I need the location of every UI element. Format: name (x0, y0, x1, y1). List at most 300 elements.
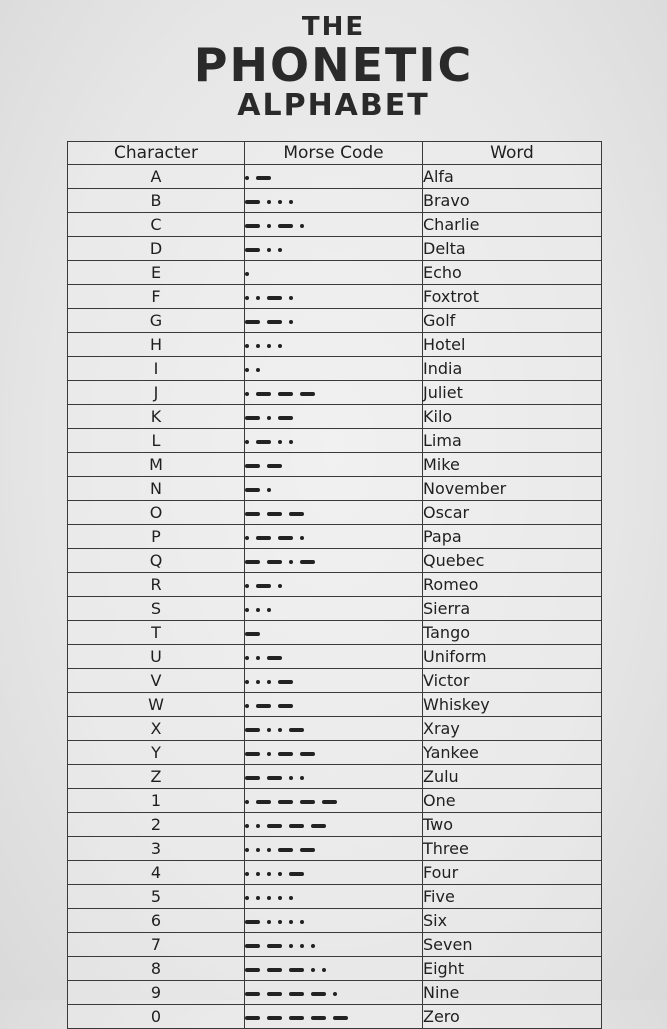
morse-dot-icon (267, 680, 271, 684)
table-row (68, 813, 602, 837)
morse-dot-icon (245, 656, 249, 660)
morse-dash-icon (300, 560, 315, 564)
morse-dash-icon (256, 704, 271, 708)
morse-dash-icon (256, 440, 271, 444)
morse-dot-icon (300, 920, 304, 924)
character-cell: 2 (68, 813, 245, 837)
morse-dash-icon (245, 1016, 260, 1020)
table-row (68, 453, 602, 477)
morse-code-cell (245, 165, 423, 189)
morse-symbols (245, 624, 267, 644)
morse-dash-icon (278, 224, 293, 228)
morse-dash-icon (245, 632, 260, 636)
morse-dash-icon (267, 992, 282, 996)
morse-dot-icon (256, 872, 260, 876)
morse-symbols (245, 336, 289, 356)
morse-dot-icon (267, 728, 271, 732)
morse-code-cell (245, 525, 423, 549)
morse-dot-icon (300, 944, 304, 948)
morse-code-cell (245, 957, 423, 981)
table-row (68, 885, 602, 909)
word-cell: Three (423, 837, 602, 861)
morse-symbols (245, 792, 344, 812)
morse-symbols (245, 408, 300, 428)
character-cell: 5 (68, 885, 245, 909)
morse-code-cell (245, 573, 423, 597)
character-cell: G (68, 309, 245, 333)
morse-dot-icon (245, 824, 249, 828)
morse-symbols (245, 888, 300, 908)
morse-symbols (245, 1008, 355, 1028)
morse-symbols (245, 840, 322, 860)
morse-dot-icon (278, 728, 282, 732)
morse-symbols (245, 168, 278, 188)
morse-dot-icon (289, 896, 293, 900)
morse-dot-icon (267, 896, 271, 900)
morse-dash-icon (278, 752, 293, 756)
morse-dot-icon (278, 920, 282, 924)
morse-dash-icon (289, 512, 304, 516)
word-cell: Bravo (423, 189, 602, 213)
morse-dot-icon (256, 296, 260, 300)
morse-dash-icon (256, 536, 271, 540)
table-row (68, 405, 602, 429)
word-cell: Hotel (423, 333, 602, 357)
word-cell: Lima (423, 429, 602, 453)
morse-dash-icon (245, 560, 260, 564)
morse-dash-icon (245, 200, 260, 204)
word-cell: Zulu (423, 765, 602, 789)
table-row (68, 1005, 602, 1029)
morse-dot-icon (256, 344, 260, 348)
word-cell: Nine (423, 981, 602, 1005)
morse-symbols (245, 600, 278, 620)
morse-dot-icon (300, 224, 304, 228)
morse-dot-icon (245, 440, 249, 444)
morse-code-cell (245, 213, 423, 237)
morse-dash-icon (245, 464, 260, 468)
character-cell: M (68, 453, 245, 477)
morse-dot-icon (245, 848, 249, 852)
character-cell: N (68, 477, 245, 501)
morse-code-cell (245, 429, 423, 453)
character-cell: Z (68, 765, 245, 789)
word-cell: Victor (423, 669, 602, 693)
morse-dash-icon (289, 824, 304, 828)
table-row (68, 957, 602, 981)
table-row (68, 501, 602, 525)
phonetic-alphabet-table (67, 141, 602, 1029)
morse-dot-icon (256, 368, 260, 372)
character-cell: Y (68, 741, 245, 765)
morse-code-cell (245, 693, 423, 717)
word-cell: Kilo (423, 405, 602, 429)
morse-symbols (245, 816, 333, 836)
morse-dot-icon (267, 848, 271, 852)
morse-symbols (245, 312, 300, 332)
table-row (68, 381, 602, 405)
character-cell: 1 (68, 789, 245, 813)
character-cell: W (68, 693, 245, 717)
morse-dash-icon (267, 968, 282, 972)
morse-dash-icon (245, 320, 260, 324)
morse-dot-icon (267, 608, 271, 612)
morse-code-cell (245, 909, 423, 933)
morse-dot-icon (289, 320, 293, 324)
morse-code-cell (245, 789, 423, 813)
morse-dot-icon (267, 752, 271, 756)
morse-symbols (245, 576, 289, 596)
morse-dot-icon (289, 776, 293, 780)
morse-dash-icon (245, 992, 260, 996)
morse-dot-icon (267, 200, 271, 204)
table-row (68, 669, 602, 693)
morse-dot-icon (322, 968, 326, 972)
table-row (68, 309, 602, 333)
morse-dot-icon (245, 872, 249, 876)
morse-code-cell (245, 237, 423, 261)
morse-dash-icon (245, 968, 260, 972)
character-cell: C (68, 213, 245, 237)
table-row (68, 981, 602, 1005)
morse-code-cell (245, 885, 423, 909)
table-row (68, 237, 602, 261)
word-cell: Golf (423, 309, 602, 333)
morse-dash-icon (256, 800, 271, 804)
word-cell: Papa (423, 525, 602, 549)
morse-symbols (245, 360, 267, 380)
word-cell: Yankee (423, 741, 602, 765)
character-cell: Q (68, 549, 245, 573)
morse-dash-icon (289, 968, 304, 972)
table-row (68, 861, 602, 885)
character-cell: U (68, 645, 245, 669)
morse-code-cell (245, 717, 423, 741)
word-cell: Four (423, 861, 602, 885)
morse-code-cell (245, 933, 423, 957)
character-cell: D (68, 237, 245, 261)
morse-dash-icon (278, 416, 293, 420)
morse-dot-icon (289, 920, 293, 924)
morse-code-cell (245, 1005, 423, 1029)
morse-code-cell (245, 645, 423, 669)
morse-dot-icon (278, 344, 282, 348)
header-morse-code: Morse Code (245, 142, 423, 165)
table-row (68, 933, 602, 957)
table-row (68, 357, 602, 381)
morse-dash-icon (245, 920, 260, 924)
morse-code-cell (245, 261, 423, 285)
morse-dash-icon (278, 392, 293, 396)
morse-dot-icon (278, 200, 282, 204)
morse-code-cell (245, 333, 423, 357)
morse-dash-icon (267, 320, 282, 324)
table-row (68, 333, 602, 357)
morse-symbols (245, 216, 311, 236)
morse-dot-icon (245, 368, 249, 372)
word-cell: Seven (423, 933, 602, 957)
morse-dash-icon (245, 944, 260, 948)
table-row (68, 573, 602, 597)
character-cell: 9 (68, 981, 245, 1005)
morse-dash-icon (300, 848, 315, 852)
morse-dot-icon (245, 584, 249, 588)
morse-dot-icon (278, 872, 282, 876)
poster-title (0, 14, 667, 121)
character-cell: V (68, 669, 245, 693)
morse-dash-icon (300, 392, 315, 396)
morse-symbols (245, 744, 322, 764)
header-word: Word (423, 142, 602, 165)
morse-dot-icon (311, 944, 315, 948)
morse-code-cell (245, 741, 423, 765)
morse-code-cell (245, 621, 423, 645)
word-cell: Tango (423, 621, 602, 645)
morse-dot-icon (267, 224, 271, 228)
morse-dot-icon (256, 896, 260, 900)
morse-symbols (245, 936, 322, 956)
morse-dot-icon (267, 488, 271, 492)
morse-symbols (245, 552, 322, 572)
morse-dot-icon (256, 608, 260, 612)
morse-dot-icon (289, 560, 293, 564)
title-line-the: THE (301, 12, 366, 42)
character-cell: 6 (68, 909, 245, 933)
morse-symbols (245, 456, 289, 476)
table-row (68, 165, 602, 189)
morse-code-cell (245, 813, 423, 837)
morse-dash-icon (245, 248, 260, 252)
morse-symbols (245, 192, 300, 212)
morse-symbols (245, 984, 344, 1004)
morse-dot-icon (267, 416, 271, 420)
morse-dash-icon (311, 1016, 326, 1020)
character-cell: K (68, 405, 245, 429)
table-row (68, 261, 602, 285)
table-row (68, 837, 602, 861)
morse-dash-icon (333, 1016, 348, 1020)
morse-dot-icon (245, 704, 249, 708)
character-cell: 4 (68, 861, 245, 885)
character-cell: E (68, 261, 245, 285)
morse-dash-icon (267, 824, 282, 828)
morse-code-cell (245, 285, 423, 309)
morse-dot-icon (245, 272, 249, 276)
table-row (68, 189, 602, 213)
morse-dot-icon (311, 968, 315, 972)
morse-dot-icon (245, 536, 249, 540)
morse-dot-icon (289, 440, 293, 444)
morse-dash-icon (267, 1016, 282, 1020)
word-cell: Romeo (423, 573, 602, 597)
word-cell: Mike (423, 453, 602, 477)
morse-dash-icon (289, 872, 304, 876)
morse-dot-icon (278, 440, 282, 444)
morse-symbols (245, 864, 311, 884)
character-cell: R (68, 573, 245, 597)
word-cell: Foxtrot (423, 285, 602, 309)
character-cell: 3 (68, 837, 245, 861)
character-cell: P (68, 525, 245, 549)
morse-code-cell (245, 501, 423, 525)
morse-symbols (245, 240, 289, 260)
morse-dot-icon (256, 824, 260, 828)
morse-dot-icon (256, 656, 260, 660)
character-cell: I (68, 357, 245, 381)
morse-symbols (245, 648, 289, 668)
morse-dash-icon (256, 392, 271, 396)
word-cell: India (423, 357, 602, 381)
word-cell: Echo (423, 261, 602, 285)
table-row (68, 621, 602, 645)
morse-dash-icon (267, 776, 282, 780)
morse-dash-icon (267, 560, 282, 564)
morse-dot-icon (289, 944, 293, 948)
morse-dash-icon (311, 824, 326, 828)
morse-dot-icon (267, 920, 271, 924)
character-cell: O (68, 501, 245, 525)
morse-symbols (245, 504, 311, 524)
morse-dash-icon (245, 512, 260, 516)
morse-dash-icon (267, 464, 282, 468)
word-cell: Two (423, 813, 602, 837)
morse-code-cell (245, 381, 423, 405)
table-header-row (68, 142, 602, 165)
morse-symbols (245, 480, 278, 500)
morse-dot-icon (245, 608, 249, 612)
character-cell: B (68, 189, 245, 213)
table-row (68, 213, 602, 237)
morse-symbols (245, 528, 311, 548)
word-cell: November (423, 477, 602, 501)
morse-dash-icon (278, 536, 293, 540)
morse-symbols (245, 384, 322, 404)
morse-dot-icon (256, 680, 260, 684)
word-cell: Quebec (423, 549, 602, 573)
table-row (68, 477, 602, 501)
morse-dash-icon (245, 224, 260, 228)
morse-code-cell (245, 189, 423, 213)
morse-dash-icon (300, 752, 315, 756)
morse-symbols (245, 696, 300, 716)
table-row (68, 909, 602, 933)
morse-dot-icon (289, 200, 293, 204)
morse-dot-icon (245, 344, 249, 348)
character-cell: H (68, 333, 245, 357)
morse-symbols (245, 960, 333, 980)
word-cell: Zero (423, 1005, 602, 1029)
morse-dash-icon (311, 992, 326, 996)
morse-dash-icon (245, 752, 260, 756)
word-cell: Five (423, 885, 602, 909)
character-cell: 8 (68, 957, 245, 981)
morse-code-cell (245, 669, 423, 693)
word-cell: Whiskey (423, 693, 602, 717)
character-cell: A (68, 165, 245, 189)
morse-dot-icon (245, 176, 249, 180)
word-cell: Uniform (423, 645, 602, 669)
morse-code-cell (245, 597, 423, 621)
morse-symbols (245, 288, 300, 308)
morse-dash-icon (289, 992, 304, 996)
word-cell: Xray (423, 717, 602, 741)
word-cell: Delta (423, 237, 602, 261)
morse-dot-icon (267, 872, 271, 876)
morse-code-cell (245, 357, 423, 381)
morse-dot-icon (267, 248, 271, 252)
character-cell: T (68, 621, 245, 645)
word-cell: Six (423, 909, 602, 933)
morse-code-cell (245, 477, 423, 501)
character-cell: J (68, 381, 245, 405)
morse-dot-icon (256, 848, 260, 852)
morse-dash-icon (267, 296, 282, 300)
table-row (68, 789, 602, 813)
morse-dot-icon (278, 248, 282, 252)
morse-dash-icon (245, 416, 260, 420)
word-cell: Eight (423, 957, 602, 981)
morse-symbols (245, 912, 311, 932)
morse-symbols (245, 720, 311, 740)
morse-code-cell (245, 765, 423, 789)
morse-dash-icon (289, 728, 304, 732)
morse-dash-icon (322, 800, 337, 804)
morse-code-cell (245, 309, 423, 333)
morse-dot-icon (245, 296, 249, 300)
morse-dash-icon (256, 176, 271, 180)
morse-dot-icon (300, 776, 304, 780)
morse-code-cell (245, 405, 423, 429)
morse-dot-icon (245, 680, 249, 684)
morse-dash-icon (278, 680, 293, 684)
character-cell: X (68, 717, 245, 741)
morse-dot-icon (267, 344, 271, 348)
title-line-alphabet: ALPHABET (237, 88, 430, 123)
word-cell: Juliet (423, 381, 602, 405)
morse-dot-icon (289, 296, 293, 300)
table-row (68, 597, 602, 621)
morse-dash-icon (245, 488, 260, 492)
table-row (68, 549, 602, 573)
morse-dash-icon (267, 944, 282, 948)
morse-code-cell (245, 981, 423, 1005)
character-cell: 7 (68, 933, 245, 957)
table-row (68, 525, 602, 549)
morse-symbols (245, 768, 311, 788)
word-cell: Alfa (423, 165, 602, 189)
table-row (68, 285, 602, 309)
morse-dash-icon (267, 512, 282, 516)
morse-code-cell (245, 549, 423, 573)
morse-code-cell (245, 861, 423, 885)
morse-dash-icon (278, 848, 293, 852)
word-cell: One (423, 789, 602, 813)
morse-dash-icon (267, 656, 282, 660)
title-line-phonetic: PHONETIC (193, 38, 474, 92)
morse-dot-icon (278, 584, 282, 588)
table-row (68, 645, 602, 669)
morse-dash-icon (289, 1016, 304, 1020)
word-cell: Sierra (423, 597, 602, 621)
character-cell: S (68, 597, 245, 621)
morse-dash-icon (278, 800, 293, 804)
morse-symbols (245, 672, 300, 692)
table-row (68, 693, 602, 717)
header-character: Character (68, 142, 245, 165)
morse-dash-icon (245, 776, 260, 780)
character-cell: L (68, 429, 245, 453)
morse-symbols (245, 264, 256, 284)
